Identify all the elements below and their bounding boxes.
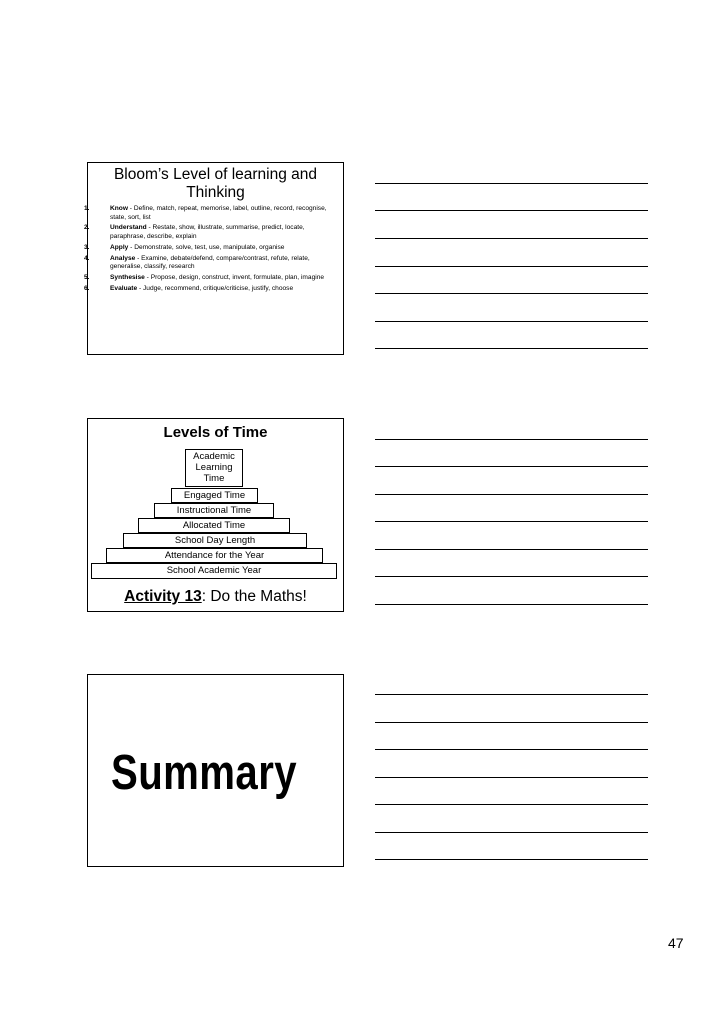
slide-blooms (84, 162, 344, 355)
item-text: - Define, match, repeat, memorise, label, outline, record, recognise, state, sort, list (110, 205, 327, 221)
item-text: - Examine, debate/defend, compare/contrast, refute, relate, generalise, classify, research (110, 254, 310, 271)
pyramid-level: Allocated Time (138, 518, 290, 533)
item-term: Know (110, 205, 128, 212)
list-item (84, 255, 334, 272)
item-text: - Propose, design, construct, invent, formulate, plan, imagine (144, 273, 325, 281)
list-item (84, 244, 334, 253)
activity-label: Activity 13 (124, 588, 202, 605)
item-term: Understand (110, 224, 147, 232)
activity-text: : Do the Maths! (201, 588, 307, 605)
activity-heading (88, 588, 343, 606)
pyramid-level: School Academic Year (91, 563, 337, 579)
note-line (375, 321, 648, 322)
slide-title: Bloom’s Level of learning and Thinking (113, 166, 318, 201)
summary-title: Summary (111, 746, 297, 800)
pyramid-level: Academic Learning Time (185, 449, 243, 487)
note-line (375, 348, 648, 349)
note-line (375, 466, 648, 467)
slide-levels-of-time (87, 418, 344, 612)
item-number: 3. (84, 243, 90, 251)
list-item (84, 285, 334, 294)
blooms-list (84, 205, 334, 295)
note-line (375, 694, 648, 695)
note-line (375, 749, 648, 750)
note-line (375, 521, 648, 522)
note-line (375, 183, 648, 184)
item-number: 6. (84, 284, 90, 292)
note-line (375, 439, 648, 440)
item-text: - Restate, show, illustrate, summarise, predict, locate, paraphrase, describe, explain (110, 224, 305, 240)
pyramid-level: Instructional Time (154, 503, 274, 518)
slide-summary (87, 674, 344, 867)
item-term: Synthesise (110, 273, 145, 281)
pyramid-level: Attendance for the Year (106, 548, 323, 563)
note-line (375, 832, 648, 833)
pyramid-level: School Day Length (123, 533, 307, 548)
list-item (84, 205, 334, 222)
note-line (375, 293, 648, 294)
note-line (375, 266, 648, 267)
note-line (375, 210, 648, 211)
note-line (375, 238, 648, 239)
item-term: Apply (110, 243, 129, 251)
item-text: - Demonstrate, solve, test, use, manipulate, organise (128, 243, 285, 251)
item-number: 4. (84, 254, 90, 262)
note-line (375, 804, 648, 805)
item-term: Analyse (110, 254, 136, 262)
page-number: 47 (668, 935, 684, 951)
item-text: - Judge, recommend, critique/criticise, justify, choose (137, 284, 294, 292)
note-line (375, 859, 648, 860)
note-line (375, 722, 648, 723)
slide-title: Levels of Time (163, 424, 268, 441)
note-line (375, 549, 648, 550)
note-line (375, 494, 648, 495)
list-item (84, 274, 334, 283)
pyramid-level: Engaged Time (171, 488, 258, 503)
item-term: Evaluate (110, 284, 138, 292)
item-number: 2. (84, 224, 90, 232)
note-line (375, 777, 648, 778)
note-line (375, 576, 648, 577)
item-number: 5. (84, 273, 90, 281)
list-item (84, 224, 334, 241)
item-number: 1. (84, 205, 90, 212)
note-line (375, 604, 648, 605)
